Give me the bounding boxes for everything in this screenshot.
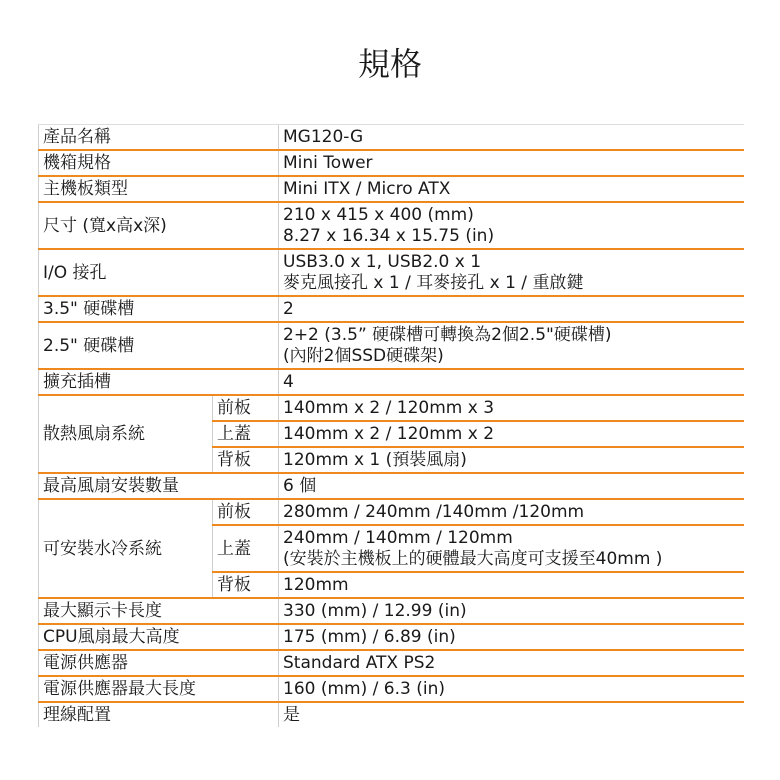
spec-value	[279, 525, 744, 572]
spec-label: 理線配置	[39, 702, 279, 728]
spec-value-line: (內附2個SSD硬碟架)	[283, 346, 444, 366]
spec-value: Mini ITX / Micro ATX	[279, 176, 744, 202]
table-row	[39, 624, 744, 650]
spec-value-line: 210 x 415 x 400 (mm)	[283, 205, 474, 225]
spec-label: I/O 接孔	[39, 249, 279, 296]
table-row	[39, 202, 744, 249]
spec-sublabel: 前板	[213, 499, 279, 525]
spec-value: 6 個	[279, 473, 744, 499]
spec-value: 140mm x 2 / 120mm x 2	[279, 421, 744, 447]
spec-value: Mini Tower	[279, 150, 744, 176]
spec-label: 電源供應器最大長度	[39, 676, 279, 702]
spec-value-line: (安裝於主機板上的硬體最大高度可支援至40mm )	[283, 549, 663, 569]
spec-value	[279, 249, 744, 296]
table-row	[39, 125, 744, 151]
spec-value: 4	[279, 369, 744, 395]
spec-label: 主機板類型	[39, 176, 279, 202]
spec-label: 最大顯示卡長度	[39, 598, 279, 624]
spec-value: 2	[279, 296, 744, 322]
table-row	[39, 369, 744, 395]
page-title: 規格	[357, 45, 422, 83]
spec-value-line: 麥克風接孔 x 1 / 耳麥接孔 x 1 / 重啟鍵	[283, 273, 584, 293]
spec-value: 175 (mm) / 6.89 (in)	[279, 624, 744, 650]
spec-sublabel: 背板	[213, 572, 279, 598]
spec-label: 機箱規格	[39, 150, 279, 176]
spec-value: Standard ATX PS2	[279, 650, 744, 676]
spec-label: 最高風扇安裝數量	[39, 473, 279, 499]
spec-value: 140mm x 2 / 120mm x 3	[279, 395, 744, 421]
spec-label: 3.5" 硬碟槽	[39, 296, 279, 322]
spec-value	[279, 202, 744, 249]
spec-value-line: USB3.0 x 1, USB2.0 x 1	[283, 252, 482, 272]
spec-sublabel: 上蓋	[213, 421, 279, 447]
table-row	[39, 395, 744, 421]
spec-sublabel: 背板	[213, 447, 279, 473]
table-row	[39, 702, 744, 728]
spec-value-line: 2+2 (3.5” 硬碟槽可轉換為2個2.5"硬碟槽)	[283, 325, 612, 345]
spec-label: CPU風扇最大高度	[39, 624, 279, 650]
table-row	[39, 676, 744, 702]
spec-label: 擴充插槽	[39, 369, 279, 395]
spec-table	[38, 124, 744, 729]
spec-value: 330 (mm) / 12.99 (in)	[279, 598, 744, 624]
spec-value: MG120-G	[279, 125, 744, 151]
spec-sublabel: 上蓋	[213, 525, 279, 572]
spec-value: 160 (mm) / 6.3 (in)	[279, 676, 744, 702]
spec-value-line: 8.27 x 16.34 x 15.75 (in)	[283, 226, 495, 246]
spec-label: 產品名稱	[39, 125, 279, 151]
spec-label: 尺寸 (寬x高x深)	[39, 202, 279, 249]
table-row	[39, 650, 744, 676]
table-row	[39, 598, 744, 624]
spec-value	[279, 322, 744, 369]
spec-sublabel: 前板	[213, 395, 279, 421]
spec-value: 是	[279, 702, 744, 728]
table-row	[39, 322, 744, 369]
spec-label: 2.5" 硬碟槽	[39, 322, 279, 369]
spec-label: 散熱風扇系統	[39, 395, 213, 473]
table-row	[39, 473, 744, 499]
spec-value: 120mm x 1 (預裝風扇)	[279, 447, 744, 473]
spec-value: 280mm / 240mm /140mm /120mm	[279, 499, 744, 525]
table-row	[39, 150, 744, 176]
spec-label: 可安裝水冷系統	[39, 499, 213, 598]
table-row	[39, 176, 744, 202]
spec-value-line: 240mm / 140mm / 120mm	[283, 528, 513, 548]
table-row	[39, 249, 744, 296]
spec-label: 電源供應器	[39, 650, 279, 676]
spec-value: 120mm	[279, 572, 744, 598]
table-row	[39, 296, 744, 322]
table-row	[39, 499, 744, 525]
